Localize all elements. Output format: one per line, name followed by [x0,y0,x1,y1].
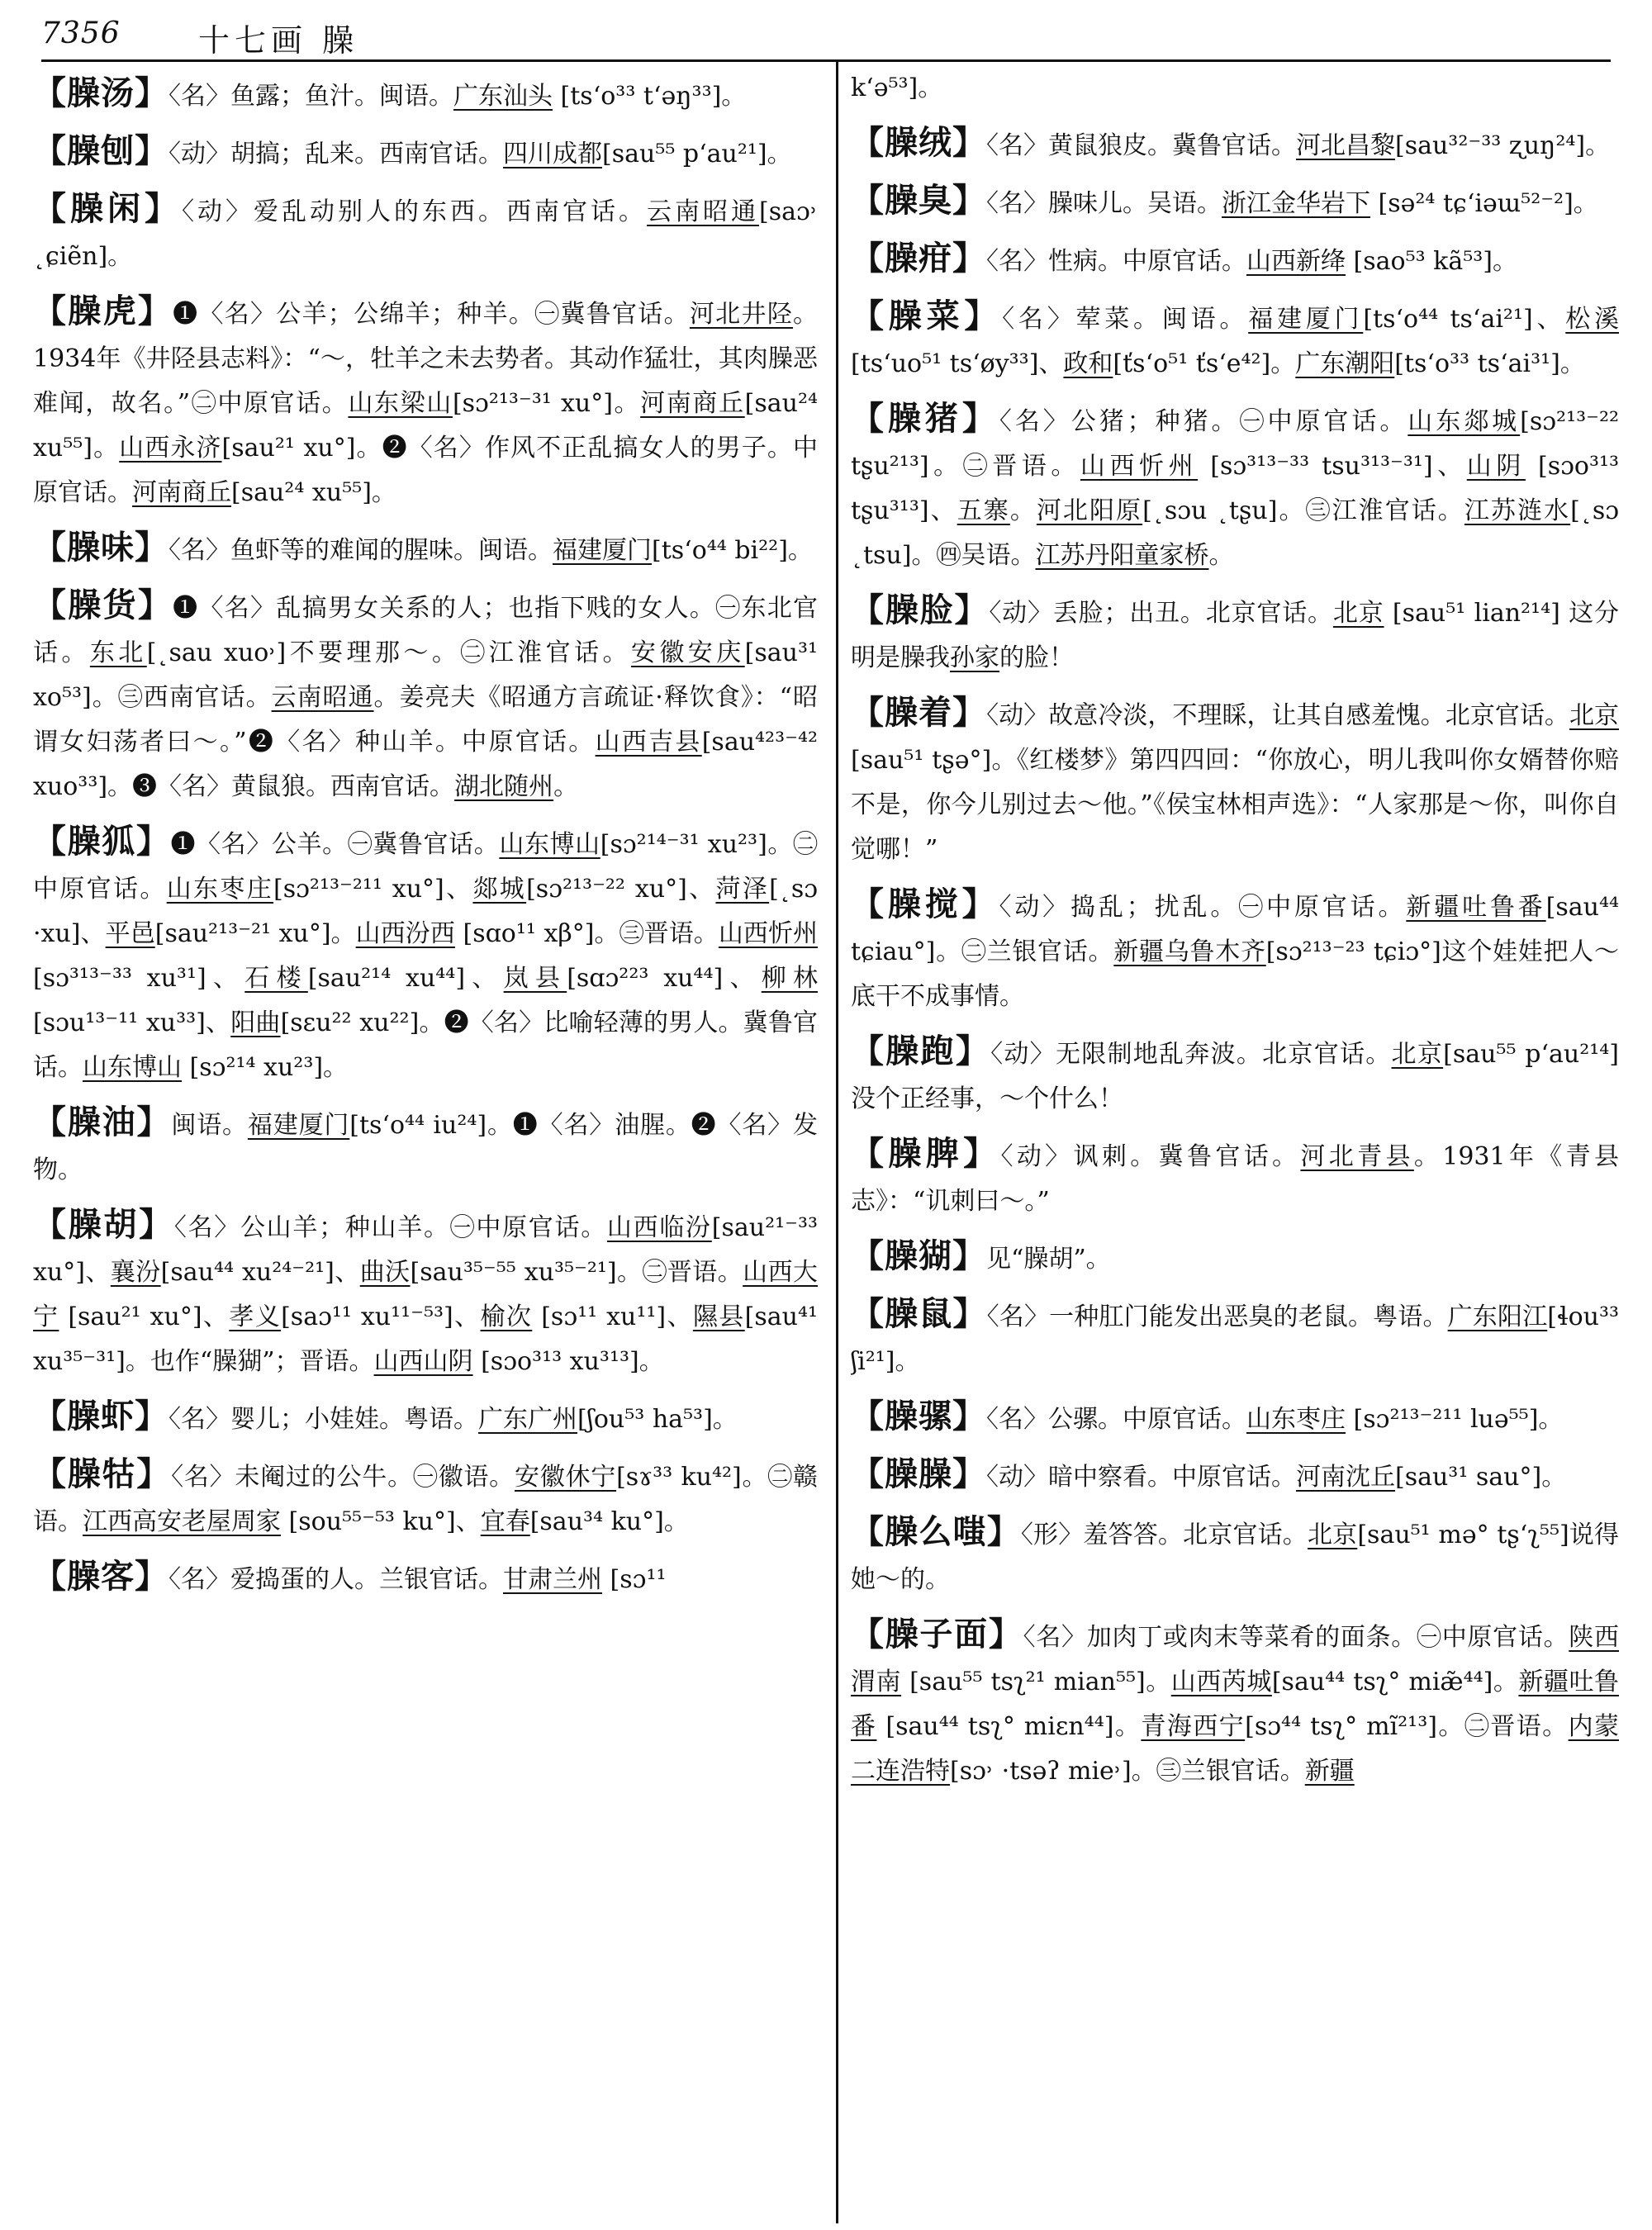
entry-text: 〈动〉胡搞；乱来。西南官话。 [169,140,503,168]
entry-text: 。 [553,772,579,801]
entry-text: [˛sɔu ˛tʂu]。㊂江淮官话。 [1142,496,1464,525]
entry-headword: 【臊臊】 [851,1454,986,1493]
entry-text: [sau²¹⁻³³ xu°]、 [33,1213,818,1287]
dictionary-entry [33,1452,818,1544]
entry-text: 〈动〉故意冷淡，不理睬，让其自感羞愧。北京官话。 [986,701,1569,730]
place-name: 广东阳江 [1447,1302,1548,1331]
place-name: 平邑 [105,919,155,948]
entry-text: 。姜亮夫《昭通方言疏证·释饮食》：“昭谓女妇荡者曰～。”❷〈名〉种山羊。中原官话。 [33,683,818,757]
column-divider [836,59,838,2223]
place-name: 菏泽 [715,875,770,904]
place-name: 阳曲 [230,1008,281,1037]
entry-text: [saɔ˒ ˛ɕiẽn]。 [33,197,818,271]
place-name: 山西汾西 [355,919,455,948]
entry-text: [sau³¹ xo⁵³]。㊂西南官话。 [33,638,818,712]
place-name: 河北青县 [1300,1142,1414,1171]
entry-text: 〈名〉婴儿；小娃娃。粤语。 [169,1405,478,1434]
entry-text: [sau⁴⁴ tsʅ° miɛn⁴⁴]。 [876,1712,1142,1741]
place-name: 广东汕头 [453,82,553,111]
entry-text: [sao⁵³ kã⁵³]。 [1346,247,1517,276]
dictionary-entry [33,1100,818,1193]
place-name: 甘肃兰州 [503,1565,602,1594]
place-name: 山西新绛 [1246,247,1346,276]
entry-text: [sau²¹³⁻²¹ xu°]。 [154,919,356,948]
place-name: 江苏涟水 [1464,496,1571,525]
place-name: 襄汾 [110,1258,161,1287]
entry-text: 〈形〉羞答答。北京官话。 [1020,1521,1308,1549]
dictionary-entry [851,1452,1619,1500]
entry-text: 〈名〉鱼虾等的难闻的腥味。闽语。 [169,536,553,565]
place-name: 岚县 [503,964,567,993]
entry-text: 。 [1208,541,1234,570]
place-name: 山西大宁 [33,1258,818,1331]
entry-headword: 【臊猪】 [851,399,999,438]
entry-text: [sau⁴⁴ xu²⁴⁻²¹]、 [160,1258,360,1287]
entry-text: 〈动〉爱乱动别人的东西。西南官话。 [182,197,647,226]
place-name: 山东枣庄 [1246,1405,1346,1434]
place-name: 河南沈丘 [1296,1463,1395,1492]
entry-headword: 【臊么嗤】 [851,1512,1021,1551]
place-name: 山西忻州 [1080,452,1199,481]
entry-headword: 【臊脾】 [851,1134,1001,1173]
entry-headword: 【臊子面】 [851,1615,1023,1654]
entry-headword: 【臊汤】 [33,74,169,112]
entry-headword: 【臊脸】 [851,591,990,629]
entry-text: 〈动〉讽刺。冀鲁官话。 [1000,1142,1301,1171]
entry-text: [sau⁵⁵ pʻau²¹⁴]没个正经事，～个什么！ [851,1040,1619,1113]
dictionary-entry [33,71,818,119]
entry-headword: 【臊着】 [851,693,987,732]
place-name: 郯城 [472,875,527,904]
entry-text: [sɔ²¹⁴⁻³¹ xu²³]。㊁中原官话。 [33,830,818,904]
entry-text: [sɔo³¹³ xu³¹³]。 [472,1347,664,1376]
dictionary-entry [851,690,1619,872]
dictionary-entry [851,1029,1619,1122]
place-name: 江苏丹阳童家桥 [1035,541,1209,570]
entry-headword: 【臊狐】 [33,822,171,861]
place-name: 新疆 [1304,1757,1355,1786]
place-name: 孝义 [229,1302,282,1331]
dictionary-entry [851,121,1619,168]
dictionary-entry [851,1292,1619,1384]
place-name: 隰县 [692,1302,745,1331]
entry-text: [ťsʻo⁵¹ ťsʻe⁴²]。 [1113,349,1296,378]
place-name: 曲沃 [359,1258,411,1287]
dictionary-entry [33,583,818,809]
entry-headword: 【臊闲】 [33,189,182,228]
entry-text: [sɔ˒ ·tsəʔ mie˒]。㊂兰银官话。 [950,1757,1305,1786]
place-name: 河北井陉 [689,300,794,329]
entry-headword: 【臊客】 [33,1557,169,1596]
place-name: 山阴 [1466,452,1526,481]
entry-headword: 【臊牯】 [33,1454,172,1493]
place-name: 孙家 [950,643,999,672]
place-name: 山东博山 [83,1053,182,1082]
entry-headword: 【臊绒】 [851,123,986,162]
entry-text: [tsʻo³³ tsʻai³¹]。 [1394,349,1585,378]
place-name: 云南昭通 [271,683,374,712]
entry-text: 〈名〉加肉丁或肉末等菜肴的面条。㊀中原官话。 [1023,1623,1569,1652]
entry-text: [sɔ⁴⁴ tsʅ° mĩ²¹³]。㊁晋语。 [1245,1712,1569,1741]
place-name: 石楼 [244,964,308,993]
section-title: 十七画 臊 [198,22,359,59]
entry-text: 〈名〉黄鼠狼皮。冀鲁官话。 [986,131,1296,160]
place-name: 内蒙二连浩特 [851,1712,1619,1786]
place-name: 政和 [1063,349,1113,378]
entry-text: [tsʻuo⁵¹ tsʻøy³³]、 [851,349,1064,378]
place-name: 河北昌黎 [1296,131,1395,160]
entry-text: 〈动〉无限制地乱奔波。北京官话。 [990,1040,1392,1069]
entry-text: ❶〈名〉乱搞男女关系的人；也指下贱的女人。㊀东北官话。 [33,594,818,667]
entry-headword: 【臊虎】 [33,292,173,330]
place-name: 北京 [1332,599,1384,628]
place-name: 青海西宁 [1141,1712,1246,1741]
dictionary-entry [851,882,1619,1019]
place-name: 榆次 [480,1302,533,1331]
entry-text: 〈动〉丢脸；出丑。北京官话。 [989,599,1333,628]
entry-text: 。1934年《井陉县志料》：“～，牡羊之未去势者。其动作猛壮，其肉臊恶难闻，故名。”㊁中原官话。 [33,300,818,418]
place-name: 安徽安庆 [630,638,745,667]
entry-text: 〈名〉一种肛门能发出恶臭的老鼠。粤语。 [986,1302,1448,1331]
entry-text: [sau³⁵⁻⁵⁵ xu³⁵⁻²¹]。㊁晋语。 [410,1258,743,1287]
entry-text: [sau²¹⁴ xu⁴⁴]、 [307,964,504,993]
entry-text: [sau⁴⁴ tɕiau°]。㊁兰银官话。 [851,893,1619,966]
entry-text: [sau²⁴ xu⁵⁵]。 [231,478,396,507]
entry-text: [sɔ²¹³⁻²² tʂu²¹³]。㊁晋语。 [851,407,1619,481]
place-name: 山西山阴 [373,1347,473,1376]
page-header [41,12,1619,59]
entry-text: 。 [1009,496,1037,525]
entry-text: [sau²¹ xu°]。❷〈名〉作风不正乱搞女人的男子。中原官话。 [33,434,818,507]
dictionary-entry [851,1510,1619,1602]
dictionary-entry [33,187,818,279]
place-name: 山东枣庄 [166,875,274,904]
entry-text: [sɤ³³ ku⁴²]。㊁赣语。 [33,1463,818,1536]
place-name: 山西永济 [119,434,222,463]
entry-text: [sau³²⁻³³ ʐuŋ²⁴]。 [1395,131,1611,160]
place-name: 新疆吐鲁番 [1406,893,1546,922]
entry-text: [sau²⁴ xu⁵⁵]。 [33,389,818,463]
entry-text: [sau⁴¹ xu³⁵⁻³¹]。也作“臊猢”；晋语。 [33,1302,818,1376]
place-name: 山西吉县 [595,728,702,757]
place-name: 山东梁山 [348,389,453,418]
entry-text: [sau³¹ sau°]。 [1395,1463,1567,1492]
place-name: 东北 [89,638,147,667]
entry-text: [sau⁵⁵ tsʅ²¹ mian⁵⁵]。 [901,1668,1171,1696]
place-name: 河南商丘 [640,389,745,418]
entry-text: [sɔ²¹⁴ xu²³]。 [182,1053,349,1082]
entry-text: [˛sɔ ˛tsu]。㊃吴语。 [851,496,1619,570]
dictionary-entry [33,289,818,515]
place-name: 河南商丘 [132,478,231,507]
dictionary-entry [851,396,1619,578]
dictionary-entry [851,588,1619,681]
dictionary-entry [33,129,818,177]
place-name: 河北阳原 [1036,496,1143,525]
entry-text: [sau²¹ xu°]、 [59,1302,230,1331]
right-column [851,71,1619,2218]
entry-text: [sau³⁴ ku°]。 [529,1507,689,1536]
dictionary-entry [851,1394,1619,1442]
dictionary-entry [33,1203,818,1384]
place-name: 安徽休宁 [514,1463,617,1492]
place-name: 广东潮阳 [1295,349,1395,378]
entry-text: kʻə⁵³]。 [851,74,943,102]
entry-text: [sau⁵¹ tʂə°]。《红楼梦》第四四回：“你放心，明儿我叫你女婿替你赔不是，你今儿别过去～他。”《侯宝林相声选》：“人家那是～你，叫你自觉哪！” [851,746,1619,864]
entry-text: [sɔu¹³⁻¹¹ xu³³]、 [33,1008,231,1037]
place-name: 柳林 [761,964,818,993]
entry-headword: 【臊菜】 [851,297,1003,335]
place-name: 北京 [1569,701,1619,730]
dictionary-entry [33,1394,818,1442]
entry-text: 〈名〉公山羊；种山羊。㊀中原官话。 [173,1213,607,1242]
entry-text: [sau⁵¹ mə° tʂʻʅ⁵⁵]说得她～的。 [851,1521,1619,1594]
entry-text: 。1931年《青县志》：“讥刺曰～。” [851,1142,1619,1216]
entry-text: [˛sau xuo˒]不要理那～。㊁江淮官话。 [146,638,631,667]
dictionary-entry [851,1612,1619,1794]
entry-text: [sɔ³¹³⁻³³ xu³¹]、 [33,964,245,993]
entry-text: [sɔ²¹³⁻²¹¹ xu°]、 [273,875,473,904]
place-name: 松溪 [1565,305,1619,334]
dictionary-entry [33,525,818,573]
entry-text: 〈动〉暗中察看。中原官话。 [986,1463,1296,1492]
dictionary-entry [33,819,818,1090]
entry-headword: 【臊跑】 [851,1032,991,1070]
place-name: 新疆乌鲁木齐 [1113,937,1266,966]
place-name: 浙江金华岩下 [1222,189,1370,218]
entry-headword: 【臊胡】 [33,1205,174,1244]
place-name: 山东博山 [499,830,601,859]
entry-headword: 【臊虾】 [33,1397,169,1435]
place-name: 北京 [1307,1521,1358,1549]
left-column [33,71,818,2218]
entry-text: [sau⁴⁴ tsʅ° miæ̃⁴⁴]。 [1271,1668,1519,1696]
entry-text: [sou⁵⁵⁻⁵³ ku°]、 [281,1507,481,1536]
entry-headword: 【臊鼠】 [851,1294,987,1333]
entry-text: [ʃou⁵³ ha⁵³]。 [577,1405,738,1434]
dictionary-entry [851,236,1619,284]
entry-headword: 【臊油】 [33,1103,172,1141]
entry-text: 〈名〉公骡。中原官话。 [986,1405,1246,1434]
entry-text: 〈名〉公猪；种猪。㊀中原官话。 [999,407,1408,436]
entry-text: 〈名〉未阉过的公牛。㊀徽语。 [171,1463,515,1492]
entry-text: [sɔ²¹³⁻²¹¹ luə⁵⁵]。 [1346,1405,1564,1434]
dictionary-entry [851,294,1619,387]
entry-headword: 【臊搅】 [851,885,999,923]
header-rule [41,59,1611,62]
entry-headword: 【臊味】 [33,528,169,567]
place-name: 山西芮城 [1170,1668,1272,1696]
entry-text: [sɑo¹¹ xβ°]。㊂晋语。 [454,919,719,948]
entry-headword: 【臊疳】 [851,239,986,278]
entry-headword: 【臊货】 [33,586,173,624]
entry-text: [sə²⁴ tɕʻiəɯ⁵²⁻²]。 [1370,189,1598,218]
entry-text: [sɔ²¹³⁻³¹ xu°]。 [452,389,641,418]
entry-text: [tsʻo⁴⁴ iu²⁴]。❶〈名〉油腥。❷〈名〉发物。 [33,1111,818,1184]
entry-text: [sau⁵¹ lian²¹⁴] 这分明是臊我 [851,599,1619,672]
entry-text: [sɔ³¹³⁻³³ tsu³¹³⁻³¹]、 [1198,452,1467,481]
entry-text: [tsʻo³³ tʻəŋ³³]。 [553,82,747,111]
place-name: 四川成都 [503,140,602,168]
entry-text: [sau⁵⁵ pʻau²¹]。 [602,140,792,168]
entry-text: 〈名〉性病。中原官话。 [986,247,1246,276]
dictionary-entry [851,1234,1619,1282]
entry-headword: 【臊骡】 [851,1397,986,1435]
entry-text: [sɛu²² xu²²]。❷〈名〉比喻轻薄的男人。冀鲁官话。 [33,1008,818,1082]
entry-text: 〈动〉捣乱；扰乱。㊀中原官话。 [999,893,1407,922]
entry-text: 的脸！ [999,643,1074,672]
entry-text: [sɔ²¹³⁻²² xu°]、 [526,875,716,904]
place-name: 福建厦门 [1248,305,1364,334]
entry-text: [tsʻo⁴⁴ bi²²]。 [652,536,813,565]
place-name: 福建厦门 [247,1111,350,1140]
place-name: 新疆吐鲁番 [851,1668,1619,1741]
page-number: 7356 [41,17,121,50]
entry-text: 〈名〉荤菜。闽语。 [1002,305,1249,334]
dictionary-entry [33,1554,818,1602]
place-name: 山西忻州 [718,919,818,948]
place-name: 五寨 [957,496,1010,525]
place-name: 山西临汾 [606,1213,712,1242]
place-name: 湖北随州 [454,772,554,801]
place-name: 山东郯城 [1408,407,1521,436]
entry-text: 闽语。 [171,1111,248,1140]
entry-text: 〈名〉鱼露；鱼汁。闽语。 [169,82,453,111]
entry-text: [sɑɔ²²³ xu⁴⁴]、 [567,964,762,993]
entry-text: ❶〈名〉公羊；公绵羊；种羊。㊀冀鲁官话。 [173,300,690,329]
entry-text: 〈名〉臊味儿。吴语。 [986,189,1222,218]
entry-text: [sɔo³¹³ tʂu³¹³]、 [851,452,1619,525]
place-name: 云南昭通 [647,197,759,226]
entry-text: [sɔ¹¹ xu¹¹]、 [532,1302,693,1331]
entry-headword: 【臊臭】 [851,181,986,220]
dictionary-entry [851,1132,1619,1224]
entry-text: ❶〈名〉公羊。㊀冀鲁官话。 [170,830,500,859]
entry-text: [saɔ¹¹ xu¹¹⁻⁵³]、 [281,1302,481,1331]
entry-text: [tsʻo⁴⁴ tsʻai²¹]、 [1363,305,1566,334]
entry-text: [sɔ²¹³⁻²³ tɕiɔ°]这个娃娃把人～底干不成事情。 [851,937,1619,1011]
entry-text: [sau⁴²³⁻⁴² xuo³³]。❸〈名〉黄鼠狼。西南官话。 [33,728,818,801]
entry-text: [˛sɔ ·xu]、 [33,875,818,948]
entry-text: 〈名〉爱捣蛋的人。兰银官话。 [169,1565,503,1594]
place-name: 陕西渭南 [851,1623,1619,1696]
entry-headword: 【臊刨】 [33,131,169,170]
entry-headword: 【臊猢】 [851,1236,986,1275]
entry-text: 见“臊胡”。 [986,1245,1111,1274]
place-name: 福建厦门 [553,536,652,565]
place-name: 江西高安老屋周家 [83,1507,281,1536]
place-name: 宜春 [480,1507,530,1536]
place-name: 广东广州 [478,1405,577,1434]
place-name: 北京 [1391,1040,1444,1069]
dictionary-entry [851,71,1619,111]
dictionary-entry [851,178,1619,226]
entry-text: [sɔ¹¹ [602,1565,667,1594]
entry-text: [ɬou³³ ʃi²¹]。 [851,1302,1619,1376]
